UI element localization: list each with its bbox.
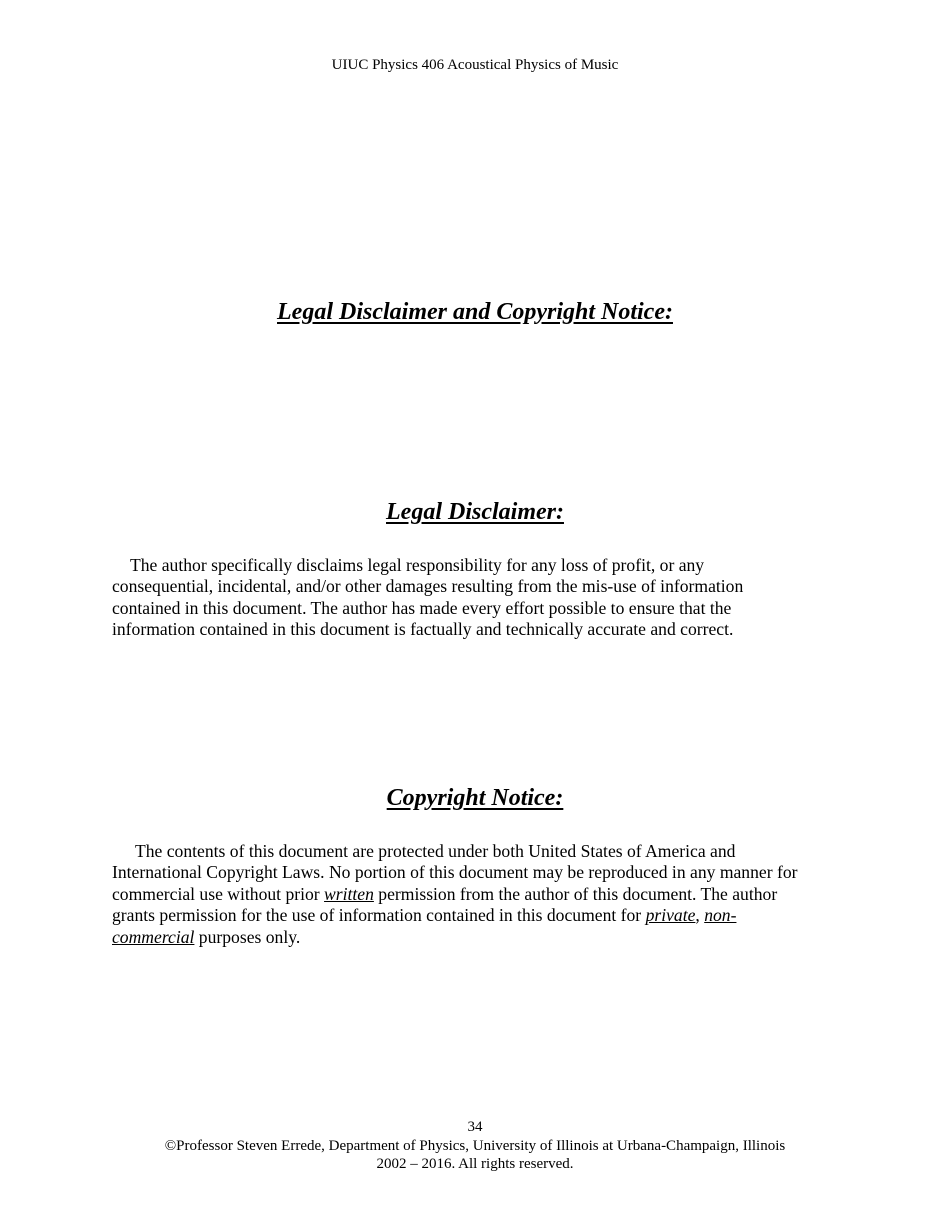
copyright-line [112, 905, 842, 926]
copyright-text-segment: purposes only. [194, 926, 301, 947]
page-title: Legal Disclaimer and Copyright Notice: [277, 299, 673, 325]
copyright-text-segment: permission from the author of this document. The author [373, 883, 778, 904]
copyright-line [112, 927, 842, 948]
copyright-text-segment: grants permission for the use of information contained in this document for [112, 905, 646, 926]
copyright-line: International Copyright Laws. No portion of this document may be reproduced in any manner for [112, 862, 798, 883]
disclaimer-line: The author specifically disclaims legal responsibility for any loss of profit, or any [130, 555, 705, 575]
emphasis-non: non- [704, 905, 737, 926]
emphasis-private: private [645, 905, 696, 926]
page-number: 34 [467, 1119, 483, 1135]
emphasis-commercial: commercial [112, 926, 195, 947]
copyright-line [112, 884, 842, 905]
copyright-text-segment: , [695, 905, 705, 926]
legal-disclaimer-paragraph [112, 555, 842, 641]
copyright-notice-paragraph [112, 841, 842, 948]
footer-rights-line: 2002 – 2016. All rights reserved. [376, 1156, 574, 1172]
copyright-notice-heading: Copyright Notice: [386, 785, 564, 811]
emphasis-written: written [324, 883, 374, 904]
copyright-line: The contents of this document are protected under both United States of America and [135, 841, 736, 861]
legal-disclaimer-heading: Legal Disclaimer: [386, 499, 564, 525]
running-header: UIUC Physics 406 Acoustical Physics of Music [331, 57, 619, 73]
disclaimer-line: information contained in this document is factually and technically accurate and correct. [112, 619, 734, 640]
disclaimer-line: consequential, incidental, and/or other damages resulting from the mis-use of information [112, 576, 744, 597]
copyright-text-segment: commercial use without prior [112, 883, 325, 904]
footer-copyright-line: ©Professor Steven Errede, Department of Physics, University of Illinois at Urbana-Champaign, Illinois [164, 1138, 786, 1154]
disclaimer-line: contained in this document. The author has made every effort possible to ensure that the [112, 597, 732, 618]
